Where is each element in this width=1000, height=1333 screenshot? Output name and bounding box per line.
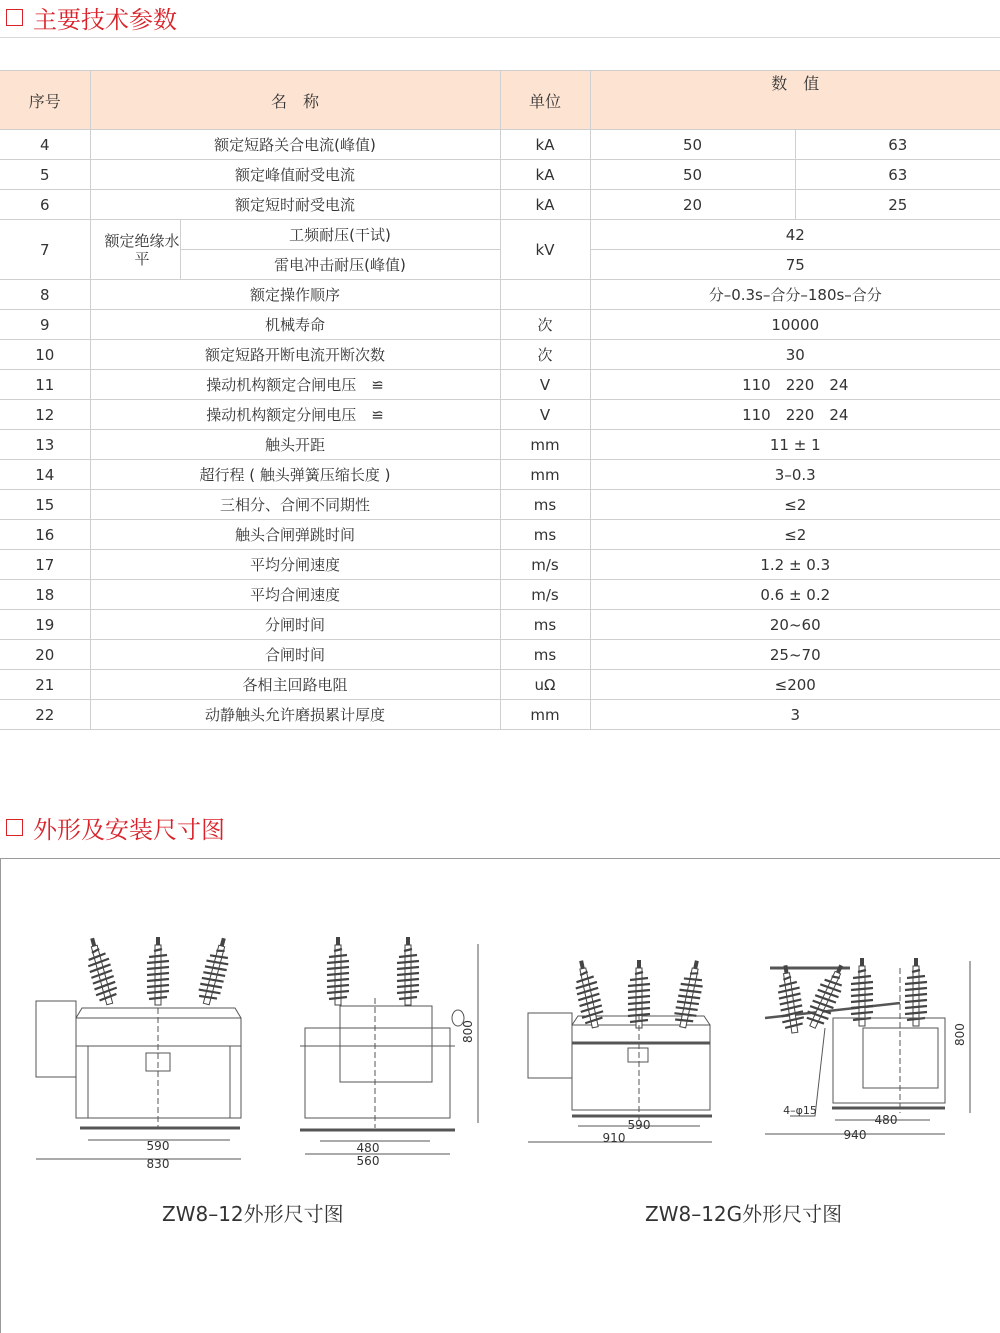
cell-value: ≤2 xyxy=(590,490,1000,520)
cell-unit: kA xyxy=(500,190,590,220)
cell-unit xyxy=(500,280,590,310)
cell-value: 30 xyxy=(590,340,1000,370)
cell-name: 超行程 ( 触头弹簧压缩长度 ) xyxy=(90,460,500,490)
table-row xyxy=(0,160,1000,190)
table-row xyxy=(0,460,1000,490)
section-title-specs-text: 主要技术参数 xyxy=(33,6,177,34)
cell-no: 15 xyxy=(0,490,90,520)
cell-value: 110 220 24 xyxy=(590,400,1000,430)
cell-name: 触头合闸弹跳时间 xyxy=(90,520,500,550)
cell-name: 平均合闸速度 xyxy=(90,580,500,610)
cell-unit: kV xyxy=(500,220,590,280)
cell-unit: ms xyxy=(500,520,590,550)
table-row xyxy=(0,490,1000,520)
cell-name: 雷电冲击耐压(峰值) xyxy=(180,250,500,280)
cell-unit: m/s xyxy=(500,550,590,580)
cell-unit: kA xyxy=(500,160,590,190)
cell-no: 7 xyxy=(0,220,90,280)
table-row xyxy=(0,520,1000,550)
cell-value: 20~60 xyxy=(590,610,1000,640)
cell-no: 17 xyxy=(0,550,90,580)
cell-value-1: 20 xyxy=(590,190,795,220)
cell-no: 6 xyxy=(0,190,90,220)
cell-no: 16 xyxy=(0,520,90,550)
dim-label: 590 xyxy=(146,1139,170,1153)
cell-no: 20 xyxy=(0,640,90,670)
cell-no: 22 xyxy=(0,700,90,730)
cell-unit: ms xyxy=(500,490,590,520)
cell-name: 触头开距 xyxy=(90,430,500,460)
square-icon xyxy=(6,9,23,26)
table-header-row xyxy=(0,71,1000,130)
cell-unit: ms xyxy=(500,610,590,640)
cell-name: 动静触头允许磨损累计厚度 xyxy=(90,700,500,730)
cell-name: 操动机构额定分闸电压 ≌ xyxy=(90,400,500,430)
cell-no: 18 xyxy=(0,580,90,610)
cell-value-2: 63 xyxy=(795,130,1000,160)
cell-name: 三相分、合闸不同期性 xyxy=(90,490,500,520)
cell-unit: 次 xyxy=(500,340,590,370)
cell-name: 额定短时耐受电流 xyxy=(90,190,500,220)
cell-name: 操动机构额定合闸电压 ≌ xyxy=(90,370,500,400)
cell-group: 额定绝缘水平 xyxy=(90,220,180,280)
cell-value: 1.2 ± 0.3 xyxy=(590,550,1000,580)
divider xyxy=(0,37,1000,38)
cell-no: 12 xyxy=(0,400,90,430)
table-row xyxy=(0,640,1000,670)
table-row xyxy=(0,550,1000,580)
cell-value-1: 50 xyxy=(590,160,795,190)
cell-value: 75 xyxy=(590,250,1000,280)
dim-label: 4–φ15 xyxy=(783,1104,817,1117)
drawing-zw8-front xyxy=(36,935,241,1159)
cell-name: 分闸时间 xyxy=(90,610,500,640)
table-row xyxy=(0,700,1000,730)
table-row xyxy=(0,280,1000,310)
cell-value: 分–0.3s–合分–180s–合分 xyxy=(590,280,1000,310)
cell-unit: 次 xyxy=(500,310,590,340)
cell-value-2: 63 xyxy=(795,160,1000,190)
spec-table xyxy=(0,70,1000,730)
table-row xyxy=(0,190,1000,220)
cell-unit: kA xyxy=(500,130,590,160)
cell-value: 42 xyxy=(590,220,1000,250)
dim-label: 480 xyxy=(874,1113,898,1127)
cell-value: 0.6 ± 0.2 xyxy=(590,580,1000,610)
dim-label: 800 xyxy=(953,1023,967,1046)
header-no: 序号 xyxy=(0,71,90,130)
section-title-dimensions xyxy=(6,810,225,845)
cell-no: 13 xyxy=(0,430,90,460)
cell-no: 8 xyxy=(0,280,90,310)
caption-zw8g: ZW8–12G外形尺寸图 xyxy=(645,1202,843,1226)
cell-value: ≤2 xyxy=(590,520,1000,550)
cell-value: 11 ± 1 xyxy=(590,430,1000,460)
cell-value-1: 50 xyxy=(590,130,795,160)
cell-value-2: 25 xyxy=(795,190,1000,220)
cell-unit: V xyxy=(500,370,590,400)
cell-value: 3 xyxy=(590,700,1000,730)
dim-label: 480 xyxy=(356,1141,380,1155)
cell-unit: m/s xyxy=(500,580,590,610)
dim-label: 940 xyxy=(843,1128,867,1142)
square-icon xyxy=(6,819,23,836)
cell-unit: uΩ xyxy=(500,670,590,700)
caption-zw8: ZW8–12外形尺寸图 xyxy=(162,1202,344,1226)
cell-unit: V xyxy=(500,400,590,430)
cell-value: 110 220 24 xyxy=(590,370,1000,400)
table-row xyxy=(0,610,1000,640)
cell-no: 11 xyxy=(0,370,90,400)
cell-unit: mm xyxy=(500,460,590,490)
section-title-specs xyxy=(6,0,177,35)
dimension-drawings xyxy=(0,858,1000,1333)
cell-value: ≤200 xyxy=(590,670,1000,700)
dim-label: 590 xyxy=(627,1118,651,1132)
cell-name: 各相主回路电阻 xyxy=(90,670,500,700)
table-row xyxy=(0,130,1000,160)
table-row xyxy=(0,310,1000,340)
section-title-dimensions-text: 外形及安装尺寸图 xyxy=(33,816,225,844)
table-row xyxy=(0,370,1000,400)
cell-unit: mm xyxy=(500,430,590,460)
cell-unit: ms xyxy=(500,640,590,670)
cell-no: 19 xyxy=(0,610,90,640)
cell-value: 3–0.3 xyxy=(590,460,1000,490)
table-row xyxy=(0,580,1000,610)
cell-name: 额定短路开断电流开断次数 xyxy=(90,340,500,370)
cell-value: 25~70 xyxy=(590,640,1000,670)
dim-label: 560 xyxy=(356,1154,380,1168)
cell-name: 机械寿命 xyxy=(90,310,500,340)
cell-no: 5 xyxy=(0,160,90,190)
cell-no: 4 xyxy=(0,130,90,160)
drawing-zw8-side xyxy=(300,937,478,1154)
dim-label: 910 xyxy=(602,1131,626,1145)
cell-no: 10 xyxy=(0,340,90,370)
header-name: 名 称 xyxy=(90,71,500,130)
table-row xyxy=(0,340,1000,370)
drawing-zw8g-front xyxy=(528,958,712,1142)
cell-no: 14 xyxy=(0,460,90,490)
header-value: 数 值 xyxy=(590,71,1000,130)
table-row xyxy=(0,670,1000,700)
cell-no: 9 xyxy=(0,310,90,340)
cell-no: 21 xyxy=(0,670,90,700)
dim-label: 800 xyxy=(461,1020,475,1043)
cell-name: 额定操作顺序 xyxy=(90,280,500,310)
cell-name: 工频耐压(干试) xyxy=(180,220,500,250)
cell-name: 合闸时间 xyxy=(90,640,500,670)
dim-label: 830 xyxy=(146,1157,170,1171)
cell-name: 平均分闸速度 xyxy=(90,550,500,580)
cell-name: 额定峰值耐受电流 xyxy=(90,160,500,190)
cell-unit: mm xyxy=(500,700,590,730)
header-unit: 单位 xyxy=(500,71,590,130)
table-row xyxy=(0,430,1000,460)
cell-name: 额定短路关合电流(峰值) xyxy=(90,130,500,160)
table-row xyxy=(0,400,1000,430)
table-row xyxy=(0,220,1000,250)
cell-value: 10000 xyxy=(590,310,1000,340)
